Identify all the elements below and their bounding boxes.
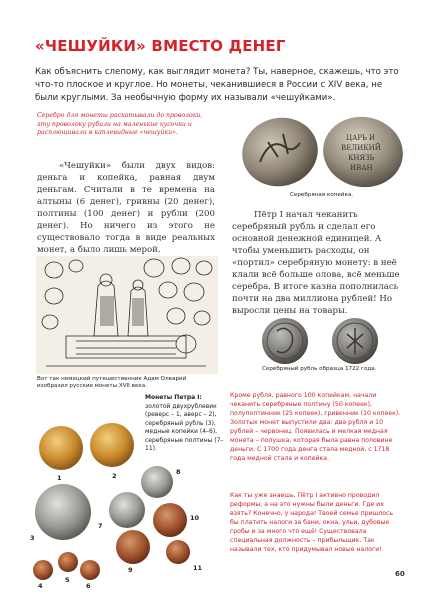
kopeck-caption: Серебряная копейка. [290,192,354,198]
kopeck-coin-image [238,112,408,192]
legend-text: золотой двухрублевик (реверс – 1, аверс – 2), серебряный рубль (3), медные копейки (4–6), серебряные полтины (7–11). [145,402,224,452]
coin-label-2: 2 [112,472,117,480]
intro-paragraph: Как объяснить слепому, как выглядит монета? Ты, наверное, скажешь, что это что-то плоское и круглое. Но монеты, чеканившиеся в России с XIV века, не были круглыми. За необычную форму их называли «чешуйками». [35,67,399,104]
red-paragraph-taxes: Как ты уже знаешь, Пётр I активно проводил реформы, а на это нужны были деньги. Где их взять? Конечно, у народа! Твоей семье пришлось бы платить налоги за бани, окна, ульи, дубовые гробы и за много что ещё! Существовала специальная должность – прибыльщик. Так называли тех, кто придумывал новые налоги! [230,492,394,553]
peter-coins-collage [30,400,225,590]
page-title: «ЧЕШУЙКИ» ВМЕСТО ДЕНЕГ [35,37,286,55]
coin-label-9: 9 [128,566,133,574]
legend-title: Монеты Петра I: [145,394,202,401]
kopeck-inscription-line-2: ВЕЛИКИЙ [341,144,381,152]
olearius-engraving [36,256,218,374]
coin-label-7: 7 [98,522,103,530]
kopeck-inscription-line-3: КНЯЗЬ [348,154,375,162]
coin-label-11: 11 [193,564,203,572]
coin-label-10: 10 [190,514,200,522]
coin-label-6: 6 [86,582,91,590]
kopeck-inscription-line-1: ЦАРЬ И [346,134,376,142]
coin-3 [35,484,91,540]
coin-1 [39,426,83,470]
coin-5 [58,552,78,572]
coin-10 [153,503,187,537]
coin-2 [90,423,134,467]
illustration-caption: Вот так немецкий путешественник Адам Олеарий изобразил русские монеты XVII века. [37,376,187,390]
side-note: Серебро для монеты раскатывали до проволоки, эту проволоку рубили на маленькие кусочки и расплющивали в каплевидные «чешуйки». [37,112,203,137]
coin-4 [33,560,53,580]
body-text-right: Пётр I начал чеканить серебряный рубль и сделал его основной денежной единицей. А чтобы уменьшить расходы, он «портил» серебряную монету: в неё клали всё больше олова, всё меньше серебра. В итоге казна пополнилась почти на два миллиона рублей! Но выросли цены на товары. [232,210,400,316]
coin-label-3: 3 [30,534,35,542]
coin-label-1: 1 [57,474,62,482]
red-paragraph-reforms: Кроме рубля, равного 100 копейкам, начали чеканить серебряные полтину (50 копеек), полуполтинник (25 копеек), гривенник (10 копеек). Золотых монет выпустили два: два рубля и 10 рублей – червонец. Появилась и мелкая медная монета – полушка, которая была равна половине деньги. С 1700 года денга стала медной, с 1718 года медной стала и копейка. [230,392,401,462]
ruble-caption: Серебряный рубль образца 1722 года. [262,366,377,372]
coin-label-4: 4 [38,582,43,590]
coin-6 [80,560,100,580]
page-number: 60 [395,570,405,578]
kopeck-inscription-line-4: ИВАН [350,164,373,172]
coin-label-5: 5 [65,576,70,584]
coin-9 [116,530,150,564]
coin-7 [109,492,145,528]
coin-11 [166,540,190,564]
coin-8 [141,466,173,498]
silver-ruble-image [255,316,405,366]
coin-label-8: 8 [176,468,181,476]
body-text-left: «Чешуйки» были двух видов: деньга и копейка, равная двум деньгам. Считали в те времена на алтыны (6 денег), гривны (20 денег), полтины (100 денег) и рубли (200 денег). Но ничего из этого не существовало тогда в виде реальных монет, а было лишь мерой. [37,161,215,255]
